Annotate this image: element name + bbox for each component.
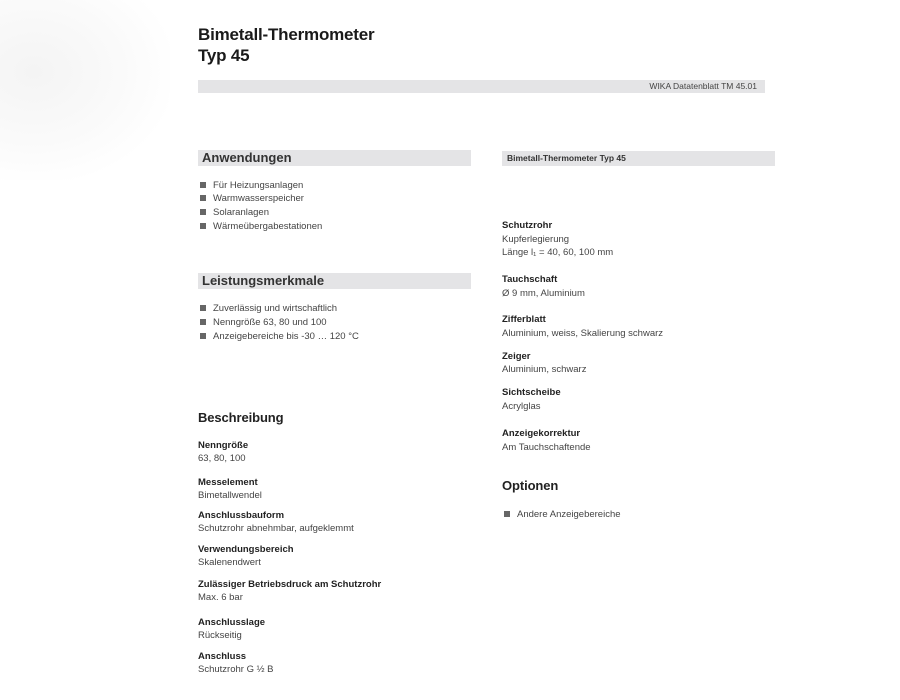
features-heading: Leistungsmerkmale — [198, 273, 471, 289]
spec-label: Zulässiger Betriebsdruck am Schutzrohr — [198, 579, 382, 590]
spec-value: Bimetallwendel — [198, 490, 262, 501]
spec-label: Anschlussbauform — [198, 510, 285, 521]
list-item: Solaranlagen — [200, 207, 269, 219]
spec-label: Zifferblatt — [502, 314, 546, 325]
spec-value: Max. 6 bar — [198, 592, 243, 603]
spec-value: Aluminium, schwarz — [502, 364, 587, 375]
list-item: Wärmeübergabestationen — [200, 221, 322, 233]
spec-label: Verwendungsbereich — [198, 544, 294, 555]
spec-value: Skalenendwert — [198, 557, 261, 568]
spec-label: Anschlusslage — [198, 617, 266, 628]
list-item: Anzeigebereiche bis -30 … 120 °C — [200, 331, 359, 343]
background-shading — [0, 0, 170, 180]
list-item: Zuverlässig und wirtschaftlich — [200, 303, 337, 315]
applications-heading: Anwendungen — [198, 150, 471, 166]
spec-value: Rückseitig — [198, 630, 242, 641]
spec-label: Zeiger — [502, 351, 531, 362]
document-title: Bimetall-Thermometer — [198, 25, 375, 44]
spec-label: Anschluss — [198, 651, 247, 662]
spec-value: Schutzrohr abnehmbar, aufgeklemmt — [198, 523, 354, 534]
spec-value: Länge l₁ = 40, 60, 100 mm — [502, 247, 614, 258]
list-item: Für Heizungsanlagen — [200, 180, 303, 192]
document-subtitle: Typ 45 — [198, 46, 250, 65]
spec-value: 63, 80, 100 — [198, 453, 246, 464]
spec-label: Nenngröße — [198, 440, 249, 451]
spec-label: Sichtscheibe — [502, 387, 561, 398]
spec-label: Schutzrohr — [502, 220, 553, 231]
spec-label: Tauchschaft — [502, 274, 558, 285]
spec-value: Kupferlegierung — [502, 234, 570, 245]
spec-value: Ø 9 mm, Aluminium — [502, 288, 585, 299]
spec-value: Aluminium, weiss, Skalierung schwarz — [502, 328, 664, 339]
datasheet-ref: WIKA Datatenblatt TM 45.01 — [649, 81, 757, 91]
datasheet-bar — [198, 80, 765, 93]
image-caption-bar: Bimetall-Thermometer Typ 45 — [502, 151, 775, 166]
options-heading: Optionen — [502, 478, 559, 493]
spec-value: Acrylglas — [502, 401, 541, 412]
list-item: Nenngröße 63, 80 und 100 — [200, 317, 327, 329]
spec-value: Am Tauchschaftende — [502, 442, 591, 453]
spec-label: Messelement — [198, 477, 258, 488]
list-item: Andere Anzeigebereiche — [504, 509, 621, 521]
spec-value: Schutzrohr G ½ B — [198, 664, 274, 675]
list-item: Warmwasserspeicher — [200, 193, 304, 205]
spec-label: Anzeigekorrektur — [502, 428, 581, 439]
description-heading: Beschreibung — [198, 410, 284, 425]
